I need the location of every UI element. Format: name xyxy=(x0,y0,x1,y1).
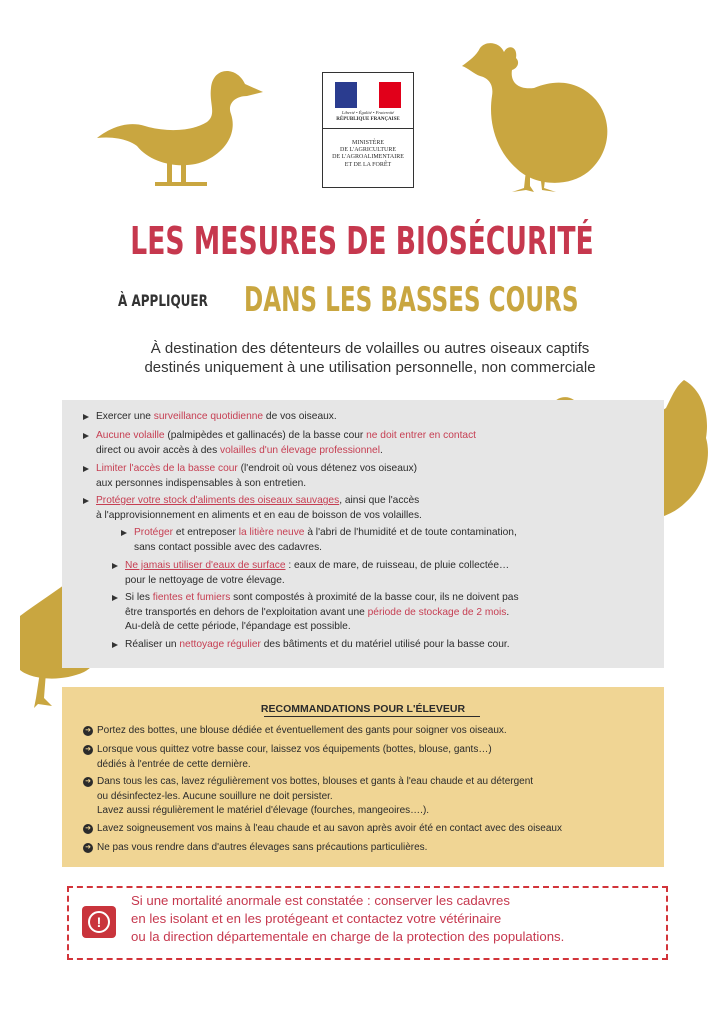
recommendation-item: ➜ Lavez soigneusement vos mains à l'eau chaude et au savon après avoir été en contact avec des oiseaux xyxy=(97,822,562,837)
triangle-bullet-icon xyxy=(121,530,127,536)
triangle-bullet-icon xyxy=(83,498,89,504)
measure-item: Protéger et entreposer la litière neuve à l'abri de l'humidité et de toute contamination, sans contact possible avec des cadavres. xyxy=(134,526,517,555)
republic-ministry-logo xyxy=(322,72,414,188)
measure-item: Protéger votre stock d'aliments des oiseaux sauvages, ainsi que l'accès à l'approvisionnement en aliments et en eau de boisson de vos volailles. xyxy=(96,494,422,523)
triangle-bullet-icon xyxy=(83,466,89,472)
triangle-bullet-icon xyxy=(112,642,118,648)
arrow-bullet-icon: ➜ xyxy=(83,843,93,853)
triangle-bullet-icon xyxy=(112,563,118,569)
measure-item: Si les fientes et fumiers sont compostés à proximité de la basse cour, ils ne doivent pas être transportés en dehors de l'exploitation avant une période de stockage de 2 mois. Au-delà de cette période, l'épandage est possible. xyxy=(125,591,519,635)
triangle-bullet-icon xyxy=(112,595,118,601)
measure-item: Exercer une surveillance quotidienne de vos oiseaux. xyxy=(96,410,337,425)
recommendations-title: RECOMMANDATIONS POUR L'ÉLEVEUR xyxy=(260,703,466,715)
measure-item: Aucune volaille (palmipèdes et gallinacés) de la basse cour ne doit entrer en contact direct ou avoir accès à des volailles d'un élevage professionnel. xyxy=(96,429,476,458)
triangle-bullet-icon xyxy=(83,433,89,439)
arrow-bullet-icon: ➜ xyxy=(83,745,93,755)
recommendation-item: ➜ Portez des bottes, une blouse dédiée et éventuellement des gants pour soigner vos oiseaux. xyxy=(97,724,507,739)
measure-item: Limiter l'accès de la basse cour (l'endroit où vous détenez vos oiseaux) aux personnes indispensables à son entretien. xyxy=(96,462,417,491)
measure-item: Ne jamais utiliser d'eaux de surface : eaux de mare, de ruisseau, de pluie collectée… pour le nettoyage de votre élevage. xyxy=(125,559,509,588)
recommendation-item: ➜ Lorsque vous quittez votre basse cour, laissez vos équipements (bottes, blouse, gants…) dédiés à l'entrée de cette dernière. xyxy=(97,743,492,772)
logo-republic: RÉPUBLIQUE FRANÇAISE xyxy=(336,117,400,122)
warning-icon: ! xyxy=(82,906,116,938)
main-title: LES MESURES DE BIOSÉCURITÉ xyxy=(130,219,594,263)
marianne-flag-icon xyxy=(335,82,401,108)
duck-illustration xyxy=(95,66,270,188)
logo-motto: Liberté • Égalité • Fraternité xyxy=(341,110,395,115)
title-highlight: DANS LES BASSES COURS xyxy=(244,280,579,320)
recommendation-item: ➜ Ne pas vous rendre dans d'autres élevages sans précautions particulières. xyxy=(97,841,427,856)
subtitle: À destination des détenteurs de volailles ou autres oiseaux captifs destinés uniquement à une utilisation personnelle, non commerciale xyxy=(144,340,596,376)
triangle-bullet-icon xyxy=(83,414,89,420)
arrow-bullet-icon: ➜ xyxy=(83,726,93,736)
alert-text: Si une mortalité anormale est constatée : conserver les cadavres en les isolant et en les protégeant et contactez votre vétérinaire ou la direction départementale en charge de la protection des populations. xyxy=(131,893,565,944)
hen-illustration xyxy=(460,38,616,196)
title-underline xyxy=(264,716,480,717)
measure-item: Réaliser un nettoyage régulier des bâtiments et du matériel utilisé pour la basse cour. xyxy=(125,638,510,653)
title-prefix: À APPLIQUER xyxy=(118,291,208,310)
arrow-bullet-icon: ➜ xyxy=(83,824,93,834)
logo-ministry: MINISTÈRE DE L'AGRICULTURE DE L'AGROALIMENTAIRE ET DE LA FORÊT xyxy=(332,140,404,168)
recommendation-item: ➜ Dans tous les cas, lavez régulièrement vos bottes, blouses et gants à l'eau chaude et au détergent ou désinfectez-les. Aucune souillure ne doit persister. Lavez aussi régulièrement le matériel d'élevage (fourches, mangeoires….). xyxy=(97,775,533,819)
arrow-bullet-icon: ➜ xyxy=(83,777,93,787)
